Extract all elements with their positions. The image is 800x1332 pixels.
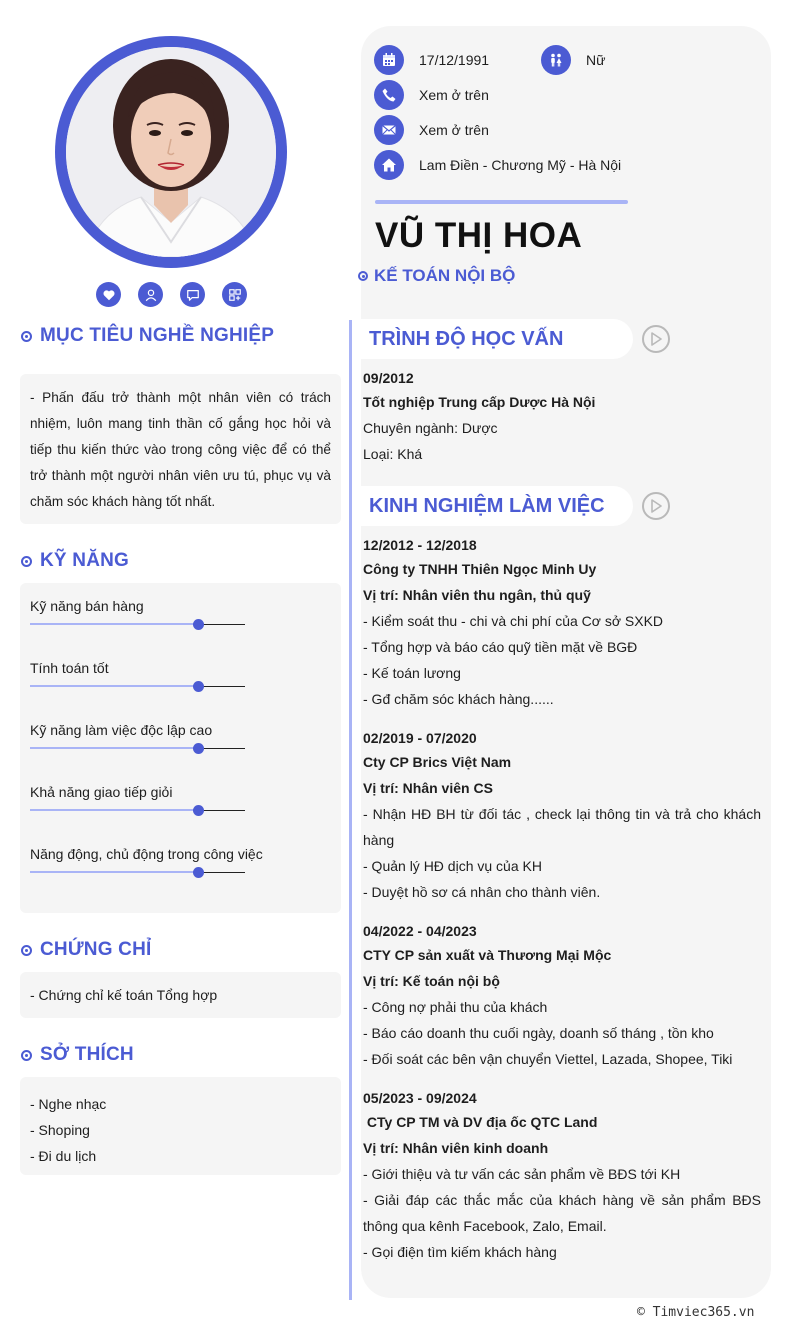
- objective-box: [20, 374, 341, 524]
- name-divider: [375, 200, 628, 204]
- gender-text: Nữ: [586, 52, 606, 68]
- job-position: Vị trí: Nhân viên kinh doanh: [363, 1140, 549, 1156]
- skill-track: [30, 810, 245, 811]
- contact-address: [374, 150, 621, 180]
- skill-fill: [30, 747, 198, 749]
- candidate-name: VŨ THỊ HOA: [375, 216, 583, 255]
- education-grade: Loại: Khá: [363, 446, 423, 462]
- skill-knob: [193, 867, 204, 878]
- objective-header: [21, 325, 274, 347]
- job-duty: - Gọi điện tìm kiếm khách hàng: [363, 1244, 557, 1260]
- job-duty: - Báo cáo doanh thu cuối ngày, doanh số tháng , tồn kho: [363, 1025, 714, 1041]
- play-icon[interactable]: [642, 492, 670, 520]
- certificates-box: [20, 972, 341, 1018]
- bullet-icon: [21, 1050, 32, 1061]
- address-text: Lam Điền - Chương Mỹ - Hà Nội: [419, 157, 622, 173]
- skill-knob: [193, 619, 204, 630]
- job-title-text: KẾ TOÁN NỘI BỘ: [374, 266, 516, 285]
- job-position: Vị trí: Nhân viên CS: [363, 780, 493, 796]
- education-date: 09/2012: [363, 370, 414, 386]
- bullet-icon: [21, 556, 32, 567]
- skill-track: [30, 686, 245, 687]
- skill-item: [30, 722, 212, 738]
- skill-item: [30, 846, 263, 862]
- skill-label: Khả năng giao tiếp giỏi: [30, 784, 173, 800]
- user-icon[interactable]: [138, 282, 163, 307]
- gender-icon: [541, 45, 571, 75]
- skill-item: [30, 784, 172, 800]
- job-position: Vị trí: Nhân viên thu ngân, thủ quỹ: [363, 587, 591, 603]
- hobby-item: - Đi du lịch: [30, 1148, 97, 1164]
- birthday-text: 17/12/1991: [419, 52, 490, 68]
- job-entry: [363, 918, 761, 1072]
- email-text: Xem ở trên: [419, 122, 489, 138]
- contact-email: [374, 115, 489, 145]
- education-school: Tốt nghiệp Trung cấp Dược Hà Nội: [363, 394, 596, 410]
- phone-icon: [374, 80, 404, 110]
- experience-title: KINH NGHIỆM LÀM VIỆC: [369, 494, 605, 517]
- job-position: Vị trí: Kế toán nội bộ: [363, 973, 500, 989]
- chat-icon[interactable]: [180, 282, 205, 307]
- column-divider: [349, 320, 352, 1300]
- job-company: Công ty TNHH Thiên Ngọc Minh Uy: [363, 561, 597, 577]
- skill-track: [30, 624, 245, 625]
- skill-fill: [30, 871, 198, 873]
- avatar: [66, 47, 276, 257]
- education-major: Chuyên ngành: Dược: [363, 420, 498, 436]
- job-company: Cty CP Brics Việt Nam: [363, 754, 512, 770]
- footer-copyright: © Timviec365.vn: [637, 1305, 755, 1320]
- job-title: [358, 266, 515, 286]
- job-company: CTy CP TM và DV địa ốc QTC Land: [363, 1114, 598, 1130]
- job-duty: - Quản lý HĐ dịch vụ của KH: [363, 858, 542, 874]
- job-duty: - Tổng hợp và báo cáo quỹ tiền mặt về BGĐ: [363, 639, 638, 655]
- job-duty: - Đối soát các bên vận chuyển Viettel, Lazada, Shopee, Tiki: [363, 1051, 733, 1067]
- skill-item: [30, 660, 109, 676]
- job-duty: - Giải đáp các thắc mắc của khách hàng về sản phẩm BĐS thông qua kênh Facebook, Zalo, Email.: [363, 1192, 761, 1234]
- skill-label: Kỹ năng làm việc độc lập cao: [30, 722, 213, 738]
- hobbies-box: [20, 1077, 341, 1175]
- skill-knob: [193, 681, 204, 692]
- education-header: [361, 319, 633, 359]
- job-duty: - Kế toán lương: [363, 665, 461, 681]
- certificate-item: - Chứng chỉ kế toán Tổng hợp: [30, 987, 218, 1003]
- objective-title: MỤC TIÊU NGHỀ NGHIỆP: [40, 325, 275, 346]
- contact-birthday: [374, 45, 489, 75]
- certificates-header: [21, 939, 152, 961]
- skill-item: [30, 598, 144, 614]
- job-date: 02/2019 - 07/2020: [363, 730, 477, 746]
- hobby-item: - Nghe nhạc: [30, 1096, 107, 1112]
- grid-icon[interactable]: [222, 282, 247, 307]
- experience-header: [361, 486, 633, 526]
- skill-track: [30, 872, 245, 873]
- job-date: 04/2022 - 04/2023: [363, 923, 477, 939]
- skills-box: [20, 583, 341, 913]
- hobbies-header: [21, 1044, 134, 1066]
- job-entry: [363, 725, 761, 905]
- play-icon[interactable]: [642, 325, 670, 353]
- heart-icon[interactable]: [96, 282, 121, 307]
- skill-label: Kỹ năng bán hàng: [30, 598, 144, 614]
- mail-icon: [374, 115, 404, 145]
- hobbies-title: SỞ THÍCH: [40, 1044, 134, 1065]
- objective-text: - Phấn đấu trở thành một nhân viên có trách nhiệm, luôn mang tinh thần cố gắng học hỏi và tiếp thu kiến thức vào trong công việc để có thể trở thành một người nhân viên ưu tú, phục vụ và chăm sóc khách hàng tốt nhất.: [30, 390, 331, 509]
- job-duty: - Giới thiệu và tư vấn các sản phẩm về BĐS tới KH: [363, 1166, 681, 1182]
- social-icons: [96, 282, 247, 307]
- skill-knob: [193, 743, 204, 754]
- calendar-icon: [374, 45, 404, 75]
- certificates-title: CHỨNG CHỈ: [40, 939, 152, 960]
- home-icon: [374, 150, 404, 180]
- job-date: 05/2023 - 09/2024: [363, 1090, 477, 1106]
- skill-fill: [30, 623, 198, 625]
- education-title: TRÌNH ĐỘ HỌC VẤN: [369, 327, 564, 350]
- skill-fill: [30, 685, 198, 687]
- bullet-icon: [21, 945, 32, 956]
- contact-gender: [541, 45, 605, 75]
- job-duty: - Duyệt hồ sơ cá nhân cho thành viên.: [363, 884, 601, 900]
- job-duty: - Nhận HĐ BH từ đối tác , check lại thông tin và trả cho khách hàng: [363, 806, 761, 848]
- skills-header: [21, 550, 129, 572]
- bullet-icon: [358, 271, 368, 281]
- skill-fill: [30, 809, 198, 811]
- job-entry: [363, 1085, 761, 1265]
- hobby-item: - Shoping: [30, 1122, 90, 1138]
- job-duty: - Công nợ phải thu của khách: [363, 999, 548, 1015]
- skill-track: [30, 748, 245, 749]
- job-duty: - Gđ chăm sóc khách hàng......: [363, 691, 554, 707]
- skill-knob: [193, 805, 204, 816]
- skills-title: KỸ NĂNG: [40, 550, 130, 571]
- job-duty: - Kiểm soát thu - chi và chi phí của Cơ sở SXKD: [363, 613, 664, 629]
- phone-text: Xem ở trên: [419, 87, 489, 103]
- education-block: [363, 365, 761, 467]
- bullet-icon: [21, 331, 32, 342]
- skill-label: Năng động, chủ động trong công việc: [30, 846, 263, 862]
- skill-label: Tính toán tốt: [30, 660, 109, 676]
- job-company: CTY CP sản xuất và Thương Mại Mộc: [363, 947, 612, 963]
- contact-phone: [374, 80, 489, 110]
- job-entry: [363, 532, 761, 712]
- job-date: 12/2012 - 12/2018: [363, 537, 477, 553]
